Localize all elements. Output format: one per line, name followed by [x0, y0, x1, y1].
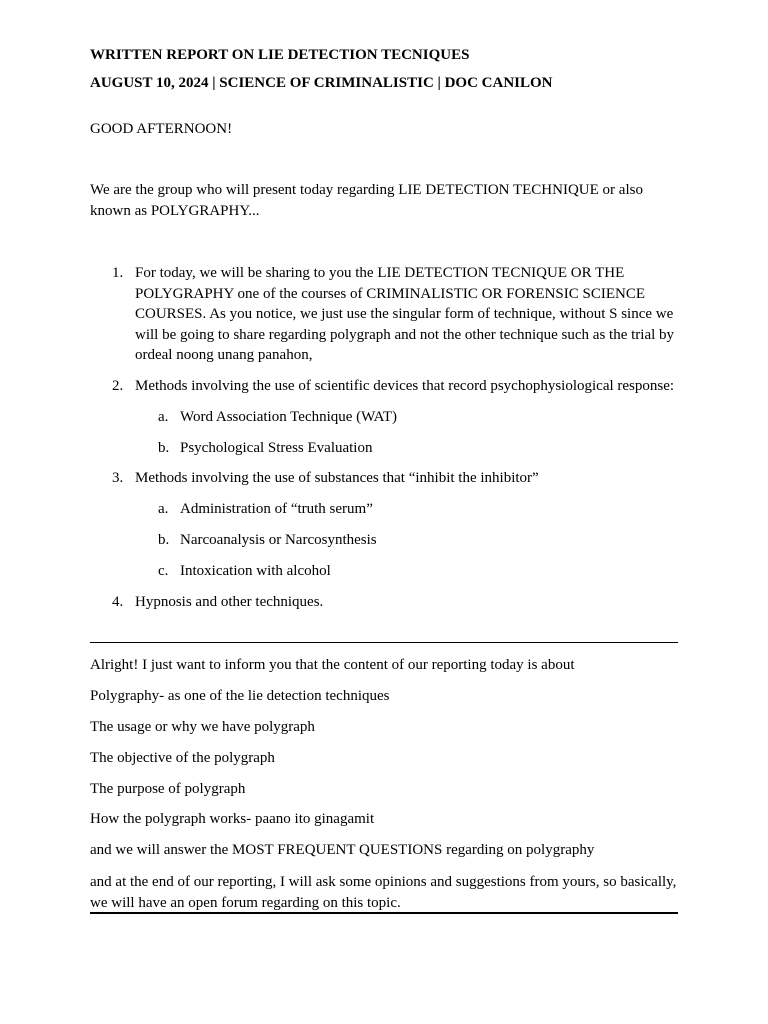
- content-line: The usage or why we have polygraph: [90, 719, 315, 735]
- content-line: and we will answer the MOST FREQUENT QUESTIONS regarding on polygraphy: [90, 842, 595, 858]
- intro-paragraph: We are the group who will present today regarding LIE DETECTION TECHNIQUE or also known as POLYGRAPHY...: [90, 182, 643, 219]
- list-number: 3.: [112, 470, 124, 486]
- content-line: Alright! I just want to inform you that the content of our reporting today is about: [90, 657, 575, 673]
- sub-list-text: Narcoanalysis or Narcosynthesis: [180, 532, 377, 548]
- sub-list-text: Word Association Technique (WAT): [180, 409, 398, 425]
- closing-paragraph: and at the end of our reporting, I will ask some opinions and suggestions from yours, so basically, we will have an open forum regarding on this topic.: [90, 874, 677, 911]
- sub-list-text: Intoxication with alcohol: [180, 563, 331, 579]
- sub-list-letter: b.: [158, 440, 170, 456]
- list-number: 2.: [112, 378, 124, 394]
- list-number: 4.: [112, 594, 124, 610]
- list-text: Methods involving the use of scientific devices that record psychophysiological response:: [135, 378, 675, 394]
- content-line: Polygraphy- as one of the lie detection techniques: [90, 688, 390, 704]
- document-subtitle: AUGUST 10, 2024 | SCIENCE OF CRIMINALISTIC | DOC CANILON: [90, 75, 553, 91]
- content-line: The objective of the polygraph: [90, 750, 275, 766]
- sub-list-text: Administration of “truth serum”: [180, 501, 373, 517]
- content-line: How the polygraph works- paano ito ginagamit: [90, 811, 375, 827]
- sub-list-text: Psychological Stress Evaluation: [180, 440, 373, 456]
- divider: [90, 912, 678, 914]
- content-line: The purpose of polygraph: [90, 781, 246, 797]
- divider: [90, 642, 678, 643]
- sub-list-letter: b.: [158, 532, 170, 548]
- list-text: For today, we will be sharing to you the LIE DETECTION TECNIQUE OR THE POLYGRAPHY one of the courses of CRIMINALISTIC OR FORENSIC SCIENCE COURSES. As you notice, we just use the singular form of technique, without S since we will be going to share regarding polygraph and not the other technique such as the trial by ordeal noong unang panahon,: [135, 265, 675, 363]
- list-text: Hypnosis and other techniques.: [135, 594, 324, 610]
- document-title: WRITTEN REPORT ON LIE DETECTION TECNIQUES: [90, 47, 470, 63]
- greeting-text: GOOD AFTERNOON!: [90, 121, 233, 137]
- list-number: 1.: [112, 265, 124, 281]
- sub-list-letter: a.: [158, 501, 169, 517]
- sub-list-letter: a.: [158, 409, 169, 425]
- list-text: Methods involving the use of substances that “inhibit the inhibitor”: [135, 470, 539, 486]
- sub-list-letter: c.: [158, 563, 169, 579]
